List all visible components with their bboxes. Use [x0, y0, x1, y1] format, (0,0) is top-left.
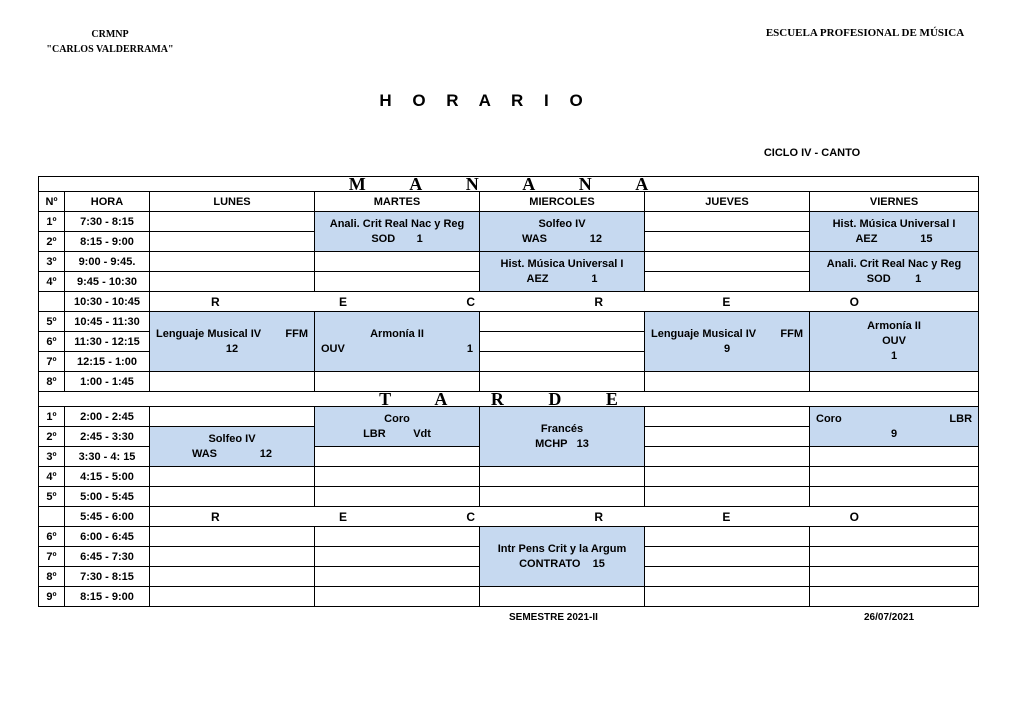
empty-cell	[150, 407, 315, 427]
empty-cell	[810, 487, 979, 507]
period-number: 5º	[39, 487, 65, 507]
schedule-table	[38, 176, 979, 607]
empty-cell	[810, 447, 979, 467]
semester-label: SEMESTRE 2021-II	[509, 612, 598, 623]
empty-cell	[150, 567, 315, 587]
course-name: Armonía II	[370, 327, 424, 340]
empty-cell	[315, 372, 480, 392]
morning-section-row	[39, 177, 979, 192]
col-header-martes: MARTES	[315, 192, 480, 212]
course-detail	[482, 232, 642, 247]
course-teacher: CONTRATO	[519, 557, 581, 570]
period-number: 9º	[39, 587, 65, 607]
recess-row	[39, 507, 979, 527]
cycle-label: CICLO IV - CANTO	[763, 147, 861, 159]
course-room: 1	[915, 272, 922, 285]
period-number: 8º	[39, 372, 65, 392]
institution-header	[30, 27, 190, 57]
period-number: 1º	[39, 407, 65, 427]
col-header-num: Nº	[39, 192, 65, 212]
table-row	[39, 527, 979, 547]
period-time: 9:45 - 10:30	[65, 272, 150, 292]
course-header	[812, 412, 976, 427]
empty-cell	[645, 487, 810, 507]
course-room: 1	[416, 232, 423, 245]
course-room: 12	[259, 447, 273, 460]
period-number: 6º	[39, 527, 65, 547]
course-detail	[482, 557, 642, 572]
empty-cell	[810, 587, 979, 607]
empty-cell	[810, 372, 979, 392]
course-name: Coro	[816, 412, 842, 425]
empty-cell	[645, 547, 810, 567]
course-teacher: OUV	[882, 335, 906, 347]
empty-cell	[645, 272, 810, 292]
period-time: 11:30 - 12:15	[65, 332, 150, 352]
period-time: 9:00 - 9:45.	[65, 252, 150, 272]
course-name: Intr Pens Crit y la Argum	[497, 542, 627, 555]
period-number: 5º	[39, 312, 65, 332]
empty-cell	[810, 567, 979, 587]
course-cell	[810, 312, 979, 372]
period-number: 3º	[39, 252, 65, 272]
empty-cell	[645, 567, 810, 587]
course-name: Solfeo IV	[538, 217, 586, 230]
period-time: 12:15 - 1:00	[65, 352, 150, 372]
period-number: 1º	[39, 212, 65, 232]
empty-cell	[150, 487, 315, 507]
course-header	[647, 327, 807, 342]
course-teacher: AEZ	[526, 272, 549, 285]
recess-row	[39, 292, 979, 312]
empty-cell	[315, 272, 480, 292]
course-teacher: FFM	[285, 327, 308, 340]
empty-cell	[150, 547, 315, 567]
empty-cell	[645, 252, 810, 272]
course-name: Lenguaje Musical IV	[651, 327, 757, 340]
col-header-miercoles: MIERCOLES	[480, 192, 645, 212]
course-teacher: LBR	[949, 412, 973, 425]
course-detail	[482, 437, 642, 452]
empty-cell	[150, 467, 315, 487]
course-cell	[315, 407, 480, 447]
course-teacher: WAS	[191, 447, 217, 460]
empty-cell	[645, 447, 810, 467]
school-name: ESCUELA PROFESIONAL DE MÚSICA	[765, 27, 965, 39]
empty-cell	[645, 372, 810, 392]
period-time: 7:30 - 8:15	[65, 212, 150, 232]
empty-cell	[480, 312, 645, 332]
empty-cell	[150, 587, 315, 607]
table-row	[39, 212, 979, 232]
course-room: 15	[592, 557, 605, 570]
period-time: 8:15 - 9:00	[65, 587, 150, 607]
table-row	[39, 587, 979, 607]
course-detail	[152, 447, 312, 462]
col-header-viernes: VIERNES	[810, 192, 979, 212]
col-header-hora: HORA	[65, 192, 150, 212]
empty-cell	[480, 352, 645, 372]
course-cell	[150, 427, 315, 467]
period-number	[39, 292, 65, 312]
period-number: 3º	[39, 447, 65, 467]
course-detail	[317, 427, 477, 442]
course-cell	[480, 407, 645, 467]
course-room: 9	[723, 342, 731, 355]
course-name: Hist. Música Universal I	[500, 257, 624, 270]
course-room: 15	[920, 232, 933, 245]
period-time: 5:00 - 5:45	[65, 487, 150, 507]
col-header-lunes: LUNES	[150, 192, 315, 212]
empty-cell	[480, 332, 645, 352]
course-teacher: AEZ	[855, 232, 878, 245]
course-name: Solfeo IV	[208, 432, 256, 445]
empty-cell	[315, 527, 480, 547]
empty-cell	[150, 272, 315, 292]
period-time: 8:15 - 9:00	[65, 232, 150, 252]
empty-cell	[645, 587, 810, 607]
period-time: 2:00 - 2:45	[65, 407, 150, 427]
course-cell	[810, 252, 979, 292]
course-cell	[810, 212, 979, 252]
period-time: 7:30 - 8:15	[65, 567, 150, 587]
course-detail	[482, 272, 642, 287]
empty-cell	[645, 232, 810, 252]
course-name: Anali. Crit Real Nac y Reg	[329, 217, 465, 230]
empty-cell	[150, 232, 315, 252]
period-number: 7º	[39, 352, 65, 372]
empty-cell	[645, 467, 810, 487]
period-number: 4º	[39, 272, 65, 292]
course-detail	[812, 272, 976, 287]
course-cell	[480, 252, 645, 292]
course-name: Coro	[384, 412, 410, 425]
col-header-jueves: JUEVES	[645, 192, 810, 212]
empty-cell	[150, 372, 315, 392]
period-number: 7º	[39, 547, 65, 567]
course-name: Lenguaje Musical IV	[156, 327, 262, 340]
period-time: 6:45 - 7:30	[65, 547, 150, 567]
date-label: 26/07/2021	[864, 612, 915, 623]
empty-cell	[480, 587, 645, 607]
period-number: 4º	[39, 467, 65, 487]
course-cell	[150, 312, 315, 372]
course-room: 1	[466, 342, 473, 355]
afternoon-section-label: T A R D E	[39, 392, 979, 407]
period-time: 10:45 - 11:30	[65, 312, 150, 332]
course-name: Francés	[540, 422, 584, 435]
course-room: 9	[890, 427, 898, 440]
course-teacher: OUV	[321, 342, 345, 355]
recess-label: R E C R E O	[150, 292, 979, 312]
empty-cell	[150, 252, 315, 272]
course-room: 12	[589, 232, 603, 245]
period-number: 2º	[39, 232, 65, 252]
empty-cell	[315, 487, 480, 507]
empty-cell	[480, 372, 645, 392]
table-row	[39, 252, 979, 272]
course-room: Vdt	[413, 427, 431, 440]
table-row	[39, 407, 979, 427]
period-time: 1:00 - 1:45	[65, 372, 150, 392]
empty-cell	[315, 447, 480, 467]
table-row	[39, 467, 979, 487]
period-number	[39, 507, 65, 527]
course-teacher: FFM	[780, 327, 803, 340]
course-header	[152, 327, 312, 342]
institution-name: "CARLOS VALDERRAMA"	[46, 44, 174, 55]
empty-cell	[315, 547, 480, 567]
course-cell	[810, 407, 979, 447]
period-number: 6º	[39, 332, 65, 352]
period-number: 2º	[39, 427, 65, 447]
empty-cell	[810, 527, 979, 547]
empty-cell	[480, 487, 645, 507]
empty-cell	[315, 467, 480, 487]
empty-cell	[645, 407, 810, 427]
empty-cell	[645, 212, 810, 232]
course-name: Armonía II	[867, 320, 921, 332]
course-cell	[315, 212, 480, 252]
column-header-row	[39, 192, 979, 212]
course-room: 12	[225, 342, 239, 355]
period-time: 4:15 - 5:00	[65, 467, 150, 487]
course-name: Anali. Crit Real Nac y Reg	[826, 257, 962, 270]
course-name: Hist. Música Universal I	[832, 217, 956, 230]
institution-acronym: CRMNP	[91, 29, 129, 40]
course-cell	[645, 312, 810, 372]
course-room: 1	[890, 350, 898, 362]
course-cell	[480, 212, 645, 252]
course-teacher: SOD	[371, 232, 396, 245]
afternoon-section-row	[39, 392, 979, 407]
empty-cell	[150, 527, 315, 547]
recess-label: R E C R E O	[150, 507, 979, 527]
course-teacher: MCHP	[535, 437, 568, 450]
course-cell	[315, 312, 480, 372]
page-title: H O R A R I O	[379, 91, 591, 110]
period-number: 8º	[39, 567, 65, 587]
empty-cell	[645, 527, 810, 547]
empty-cell	[480, 467, 645, 487]
period-time: 10:30 - 10:45	[65, 292, 150, 312]
course-teacher: SOD	[866, 272, 891, 285]
empty-cell	[150, 212, 315, 232]
empty-cell	[810, 547, 979, 567]
empty-cell	[315, 587, 480, 607]
course-teacher: LBR	[363, 427, 386, 440]
empty-cell	[315, 252, 480, 272]
course-room: 13	[576, 437, 589, 450]
table-row	[39, 372, 979, 392]
empty-cell	[645, 427, 810, 447]
empty-cell	[810, 467, 979, 487]
period-time: 2:45 - 3:30	[65, 427, 150, 447]
table-row	[39, 487, 979, 507]
course-cell	[480, 527, 645, 587]
empty-cell	[315, 567, 480, 587]
course-detail	[317, 232, 477, 247]
table-row	[39, 312, 979, 332]
period-time: 5:45 - 6:00	[65, 507, 150, 527]
course-detail	[812, 232, 976, 247]
course-teacher: WAS	[521, 232, 547, 245]
course-detail	[317, 342, 477, 357]
period-time: 6:00 - 6:45	[65, 527, 150, 547]
morning-section-label: M A N A N A	[39, 177, 979, 192]
period-time: 3:30 - 4: 15	[65, 447, 150, 467]
course-room: 1	[591, 272, 598, 285]
